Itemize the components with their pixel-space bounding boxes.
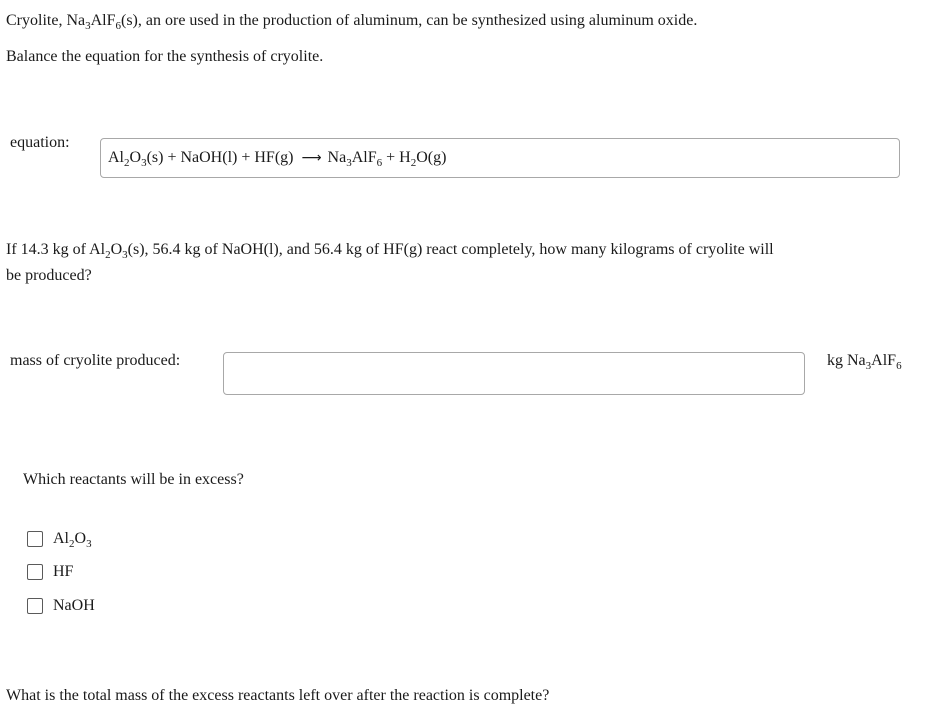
mass-input[interactable] <box>223 352 805 395</box>
mass-label: mass of cryolite produced: <box>10 352 181 369</box>
intro-line-1: Cryolite, $Na_3AlF_6(s)$, an ore used in the production of aluminum, can be synthesized using aluminum oxide. <box>6 12 698 32</box>
option-label-naoh: NaOH <box>53 597 95 614</box>
question-2-line-1: If 14.3 kg of $Al_2O_3(s)$, 56.4 kg of NaOH(l), and 56.4 kg of HF(g) react completely, how many kilograms of cryolite will <box>6 241 774 261</box>
excess-question: Which reactants will be in excess? <box>23 471 244 488</box>
mass-unit: kg $Na_3AlF_6$ <box>827 352 902 372</box>
question-4: What is the total mass of the excess reactants left over after the reaction is complete? <box>6 687 550 704</box>
option-label-hf: HF <box>53 563 74 580</box>
equation-label: equation: <box>10 134 70 151</box>
option-label-al2o3: $Al_2O_3$ <box>53 530 92 550</box>
reaction-arrow-icon: ⟶ <box>301 150 322 166</box>
equation-text: $Al_2O_3(s)$ + NaOH(l) + HF(g) ⟶ $Na_3AlF_6 + H_2O(g)$ <box>108 149 447 169</box>
question-2-line-2: be produced? <box>6 267 92 284</box>
intro-line-2: Balance the equation for the synthesis of cryolite. <box>6 48 324 65</box>
equation-field[interactable] <box>100 138 900 178</box>
checkbox-naoh[interactable] <box>27 598 43 614</box>
checkbox-al2o3[interactable] <box>27 531 43 547</box>
checkbox-hf[interactable] <box>27 564 43 580</box>
